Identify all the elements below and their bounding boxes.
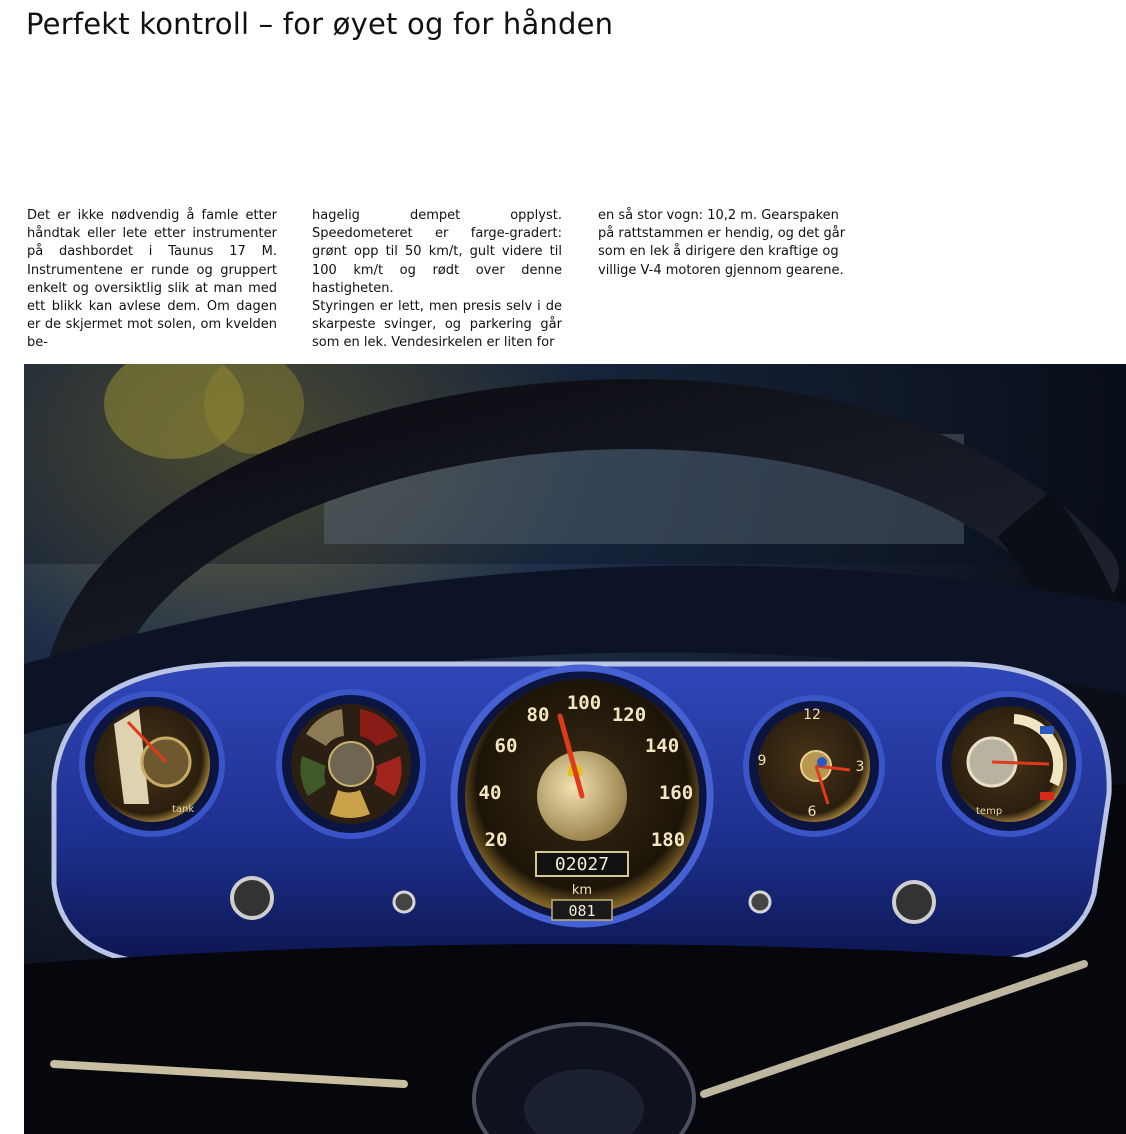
fuel-label: tank [172,804,195,815]
paragraph: hagelig dempet opplyst. Speedometeret er farge-gradert: grønt opp til 50 km/t, gult videre til 100 km/t og rødt over denne hastigheten. [312,208,562,296]
clock-gauge [746,698,882,834]
speed-tick-label: 20 [484,829,508,851]
speed-tick-label: 80 [526,704,550,726]
speed-tick-label: 180 [650,829,686,851]
odometer: 02027 [554,854,610,875]
speed-tick-label: 120 [611,704,647,726]
speed-tick-label: 160 [658,782,694,804]
text-column-3 [598,207,850,280]
fuel-gauge [82,694,222,834]
clock-number: 6 [807,804,817,820]
page-title: Perfekt kontroll – for øyet og for hånden [26,7,614,41]
dashboard-photo [24,364,1126,1134]
speed-tick-label: 60 [494,735,518,757]
warning-lights-gauge [279,692,423,836]
clock-number: 9 [757,753,767,769]
temp-gauge [939,694,1079,834]
text-column-1 [27,207,277,353]
paragraph: Styringen er lett, men presis selv i de skarpeste svinger, og parkering går som en lek. Vendesirkelen er liten for [312,299,562,351]
paragraph: Det er ikke nødvendig å famle etter håndtak eller lete etter instrumenter på dashbordet i Taunus 17 M. Instrumentene er runde og gruppert enkelt og oversiktlig slik at man med ett blikk kan avlese dem. Om dagen er de skjermet mot solen, om kvelden be- [27,208,277,351]
speed-tick-label: 140 [644,735,680,757]
clock-number: 3 [855,759,865,775]
speedometer [454,668,710,924]
text-column-2 [312,207,562,353]
trip-meter: 081 [568,902,596,920]
temp-label: temp [976,806,1003,817]
speed-tick-label: 100 [566,692,602,714]
speed-tick-label: 40 [478,782,502,804]
clock-number: 12 [803,707,821,723]
speed-unit: km [571,883,593,898]
paragraph: en så stor vogn: 10,2 m. Gearspaken på rattstammen er hendig, og det går som en lek å dirigere den kraftige og villige V-4 motoren gjennom gearene. [598,208,846,278]
